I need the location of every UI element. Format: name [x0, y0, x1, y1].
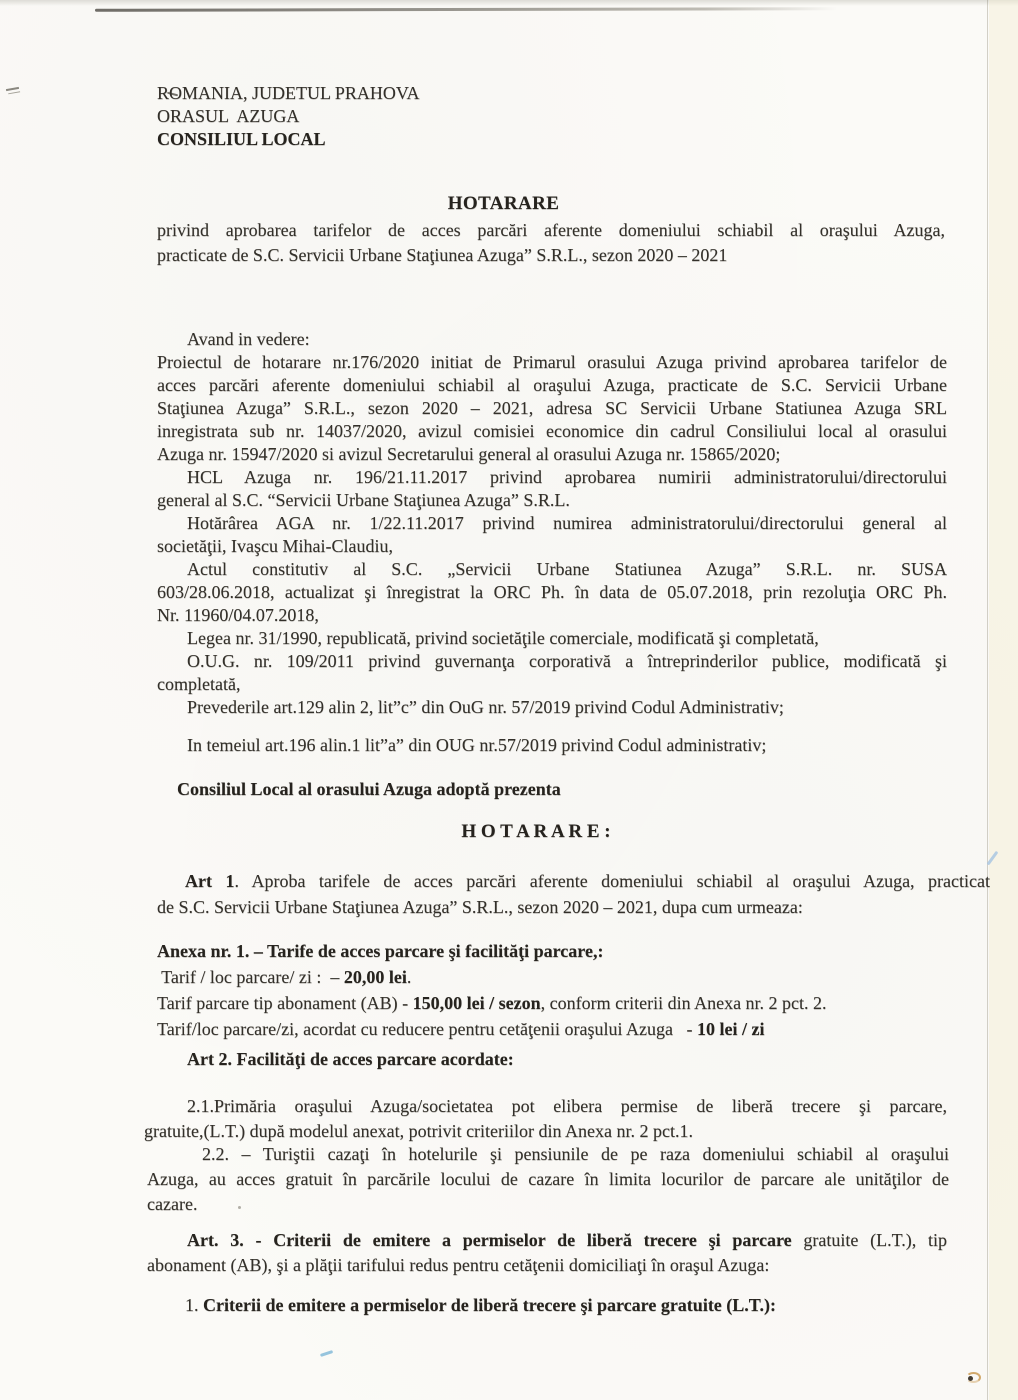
tarif-abonament-suffix: , conform criterii din Anexa nr. 2 pct. 2.	[540, 993, 827, 1013]
p22-line: Azuga, au acces gratuit în parcările locului de cazare în limita locurilor de parcare ale unităţilor de	[147, 1169, 949, 1189]
subtitle-line: privind aprobarea tarifelor de acces parcări aferente domeniului schiabil al oraşului Azuga,	[157, 220, 945, 240]
tarif-abonament-line	[157, 990, 957, 1016]
temei-line: In temeiul art.196 alin.1 lit”a” din OUG nr.57/2019 privind Codul administrativ;	[187, 735, 767, 755]
art1-label: Art 1	[185, 871, 235, 891]
tarif-zi-label: Tarif / loc parcare/ zi : –	[157, 967, 344, 987]
preamble-intro: Avand in vedere:	[187, 329, 310, 349]
legea-line: Legea nr. 31/1990, republicată, privind societăţile comerciale, modificată şi completată,	[187, 628, 819, 648]
art3-heading-bold: Art. 3. - Criterii de emitere a permiselor de liberă trecere şi parcare	[187, 1230, 792, 1250]
aga-line: societăţii, Ivaşcu Mihai-Claudiu,	[157, 536, 393, 556]
art1-paragraph	[157, 868, 990, 917]
scan-top-shadow	[0, 0, 1018, 6]
country-line: ROMANIA, JUDETUL PRAHOVA	[157, 83, 420, 103]
art3-line	[157, 1228, 947, 1253]
project-line: Azuga nr. 15947/2020 si avizul Secretarului general al orasului Azuga nr. 15865/2020;	[157, 444, 781, 464]
ink-blot-artifact	[966, 1372, 981, 1383]
decision-title: HOTARARE	[447, 193, 560, 214]
adoption-intro: Consiliul Local al orasului Azuga adoptă prezenta	[177, 779, 561, 799]
city-line: ORASUL AZUGA	[157, 106, 300, 126]
p22-line: cazare.	[147, 1194, 198, 1214]
act-line: Actul constitutiv al S.C. „Servicii Urbane Statiunea Azuga” S.R.L. nr. SUSA	[187, 559, 947, 579]
blue-ink-smudge	[320, 1350, 333, 1356]
art1-line: de S.C. Servicii Urbane Staţiunea Azuga” S.R.L., sezon 2020 – 2021, dupa cum urmeaza:	[157, 897, 803, 917]
item1-text: Criterii de emitere a permiselor de liberă trecere şi parcare gratuite (L.T.):	[203, 1295, 776, 1315]
p22-line: 2.2. – Turiştii cazaţi în hotelurile şi pensiunile de pe raza domeniului schiabil al oraşului	[202, 1144, 949, 1164]
anexa1-heading: Anexa nr. 1. – Tarife de acces parcare şi facilităţi parcare,:	[157, 941, 604, 961]
hcl-line: HCL Azuga nr. 196/21.11.2017 privind aprobarea numirii administratorului/directorului	[187, 467, 947, 487]
art3-heading-rest: gratuite (L.T.), tip	[791, 1230, 947, 1250]
art1-line	[157, 868, 990, 894]
tarif-redus-line	[157, 1016, 957, 1042]
anexa1-block	[157, 938, 957, 1042]
tarif-zi-line	[157, 964, 957, 990]
project-line: Proiectul de hotarare nr.176/2020 initiat de Primarul orasului Azuga privind aprobarea tarifelor de	[157, 352, 947, 372]
p21-line: 2.1.Primăria oraşului Azuga/societatea pot elibera permise de liberă trecere şi parcare,	[187, 1096, 947, 1116]
project-line: acces parcări aferente domeniului schiabil al oraşului Azuga, practicate de S.C. Servicii Urbane	[157, 375, 947, 395]
criteria-item-1	[157, 1295, 947, 1318]
act-line: 603/28.06.2018, actualizat şi înregistrat la ORC Ph. în data de 05.07.2018, prin rezoluţia ORC Ph.	[157, 582, 947, 602]
item1-number: 1.	[185, 1295, 203, 1315]
art2-heading: Art 2. Facilităţi de acces parcare acordate:	[187, 1049, 514, 1069]
oug-line: completată,	[157, 674, 241, 694]
art2-paragraph-21	[144, 1094, 947, 1142]
tarif-redus-value: 10 lei / zi	[696, 1019, 765, 1039]
art1-text: . Aproba tarifele de acces parcări aferente domeniului schiabil al oraşului Azuga, practicat	[234, 871, 990, 891]
scan-edge-line-artifact	[95, 7, 837, 11]
council-line: CONSILIUL LOCAL	[157, 129, 326, 149]
hcl-line: general al S.C. “Servicii Urbane Staţiunea Azuga” S.R.L.	[157, 490, 570, 510]
art2-paragraph-22	[147, 1142, 949, 1215]
title-block	[157, 193, 945, 266]
tarif-redus-label: Tarif/loc parcare/zi, acordat cu reducere pentru cetăţenii oraşului Azuga -	[157, 1019, 697, 1039]
p21-line: gratuite,(L.T.) după modelul anexat, potrivit criteriilor din Anexa nr. 2 pct.1.	[144, 1121, 694, 1141]
oug-line: O.U.G. nr. 109/2011 privind guvernanţa corporativă a întreprinderilor publice, modificată şi	[187, 651, 947, 671]
act-line: Nr. 11960/04.07.2018,	[157, 605, 319, 625]
tarif-abonament-value: 150,00 lei / sezon	[412, 993, 541, 1013]
project-line: Staţiunea Azuga” S.R.L., sezon 2020 – 2021, adresa SC Servicii Urbane Statiunea Azuga SRL	[157, 398, 947, 418]
tarif-abonament-label: Tarif parcare tip abonament (AB) -	[157, 993, 413, 1013]
decision-subtitle	[157, 218, 945, 266]
art3-line: abonament (AB), şi a plăţii tarifului redus pentru cetăţenii domiciliaţi în oraşul Azuga:	[147, 1255, 770, 1275]
tarif-zi-suffix: .	[406, 967, 412, 987]
art3-paragraph	[147, 1228, 947, 1276]
prevederi-line: Prevederile art.129 alin 2, lit”c” din OuG nr. 57/2019 privind Codul Administrativ;	[187, 697, 784, 717]
page-right-edge-strip	[989, 0, 1018, 1400]
aga-line: Hotărârea AGA nr. 1/22.11.2017 privind numirea administratorului/directorului general al	[187, 513, 947, 533]
subtitle-line: practicate de S.C. Servicii Urbane Staţiunea Azuga” S.R.L., sezon 2020 – 2021	[157, 245, 728, 265]
pen-mark-artifact	[6, 87, 19, 91]
project-line: inregistrata sub nr. 14037/2020, avizul comisiei economice din cadrul Consiliului local al orasului	[157, 421, 947, 441]
tarif-zi-value: 20,00 lei	[343, 967, 407, 987]
letterhead	[157, 82, 420, 151]
decision-heading: H O T A R A R E :	[461, 821, 611, 842]
ink-blot-core	[968, 1376, 973, 1381]
preamble	[157, 328, 947, 719]
